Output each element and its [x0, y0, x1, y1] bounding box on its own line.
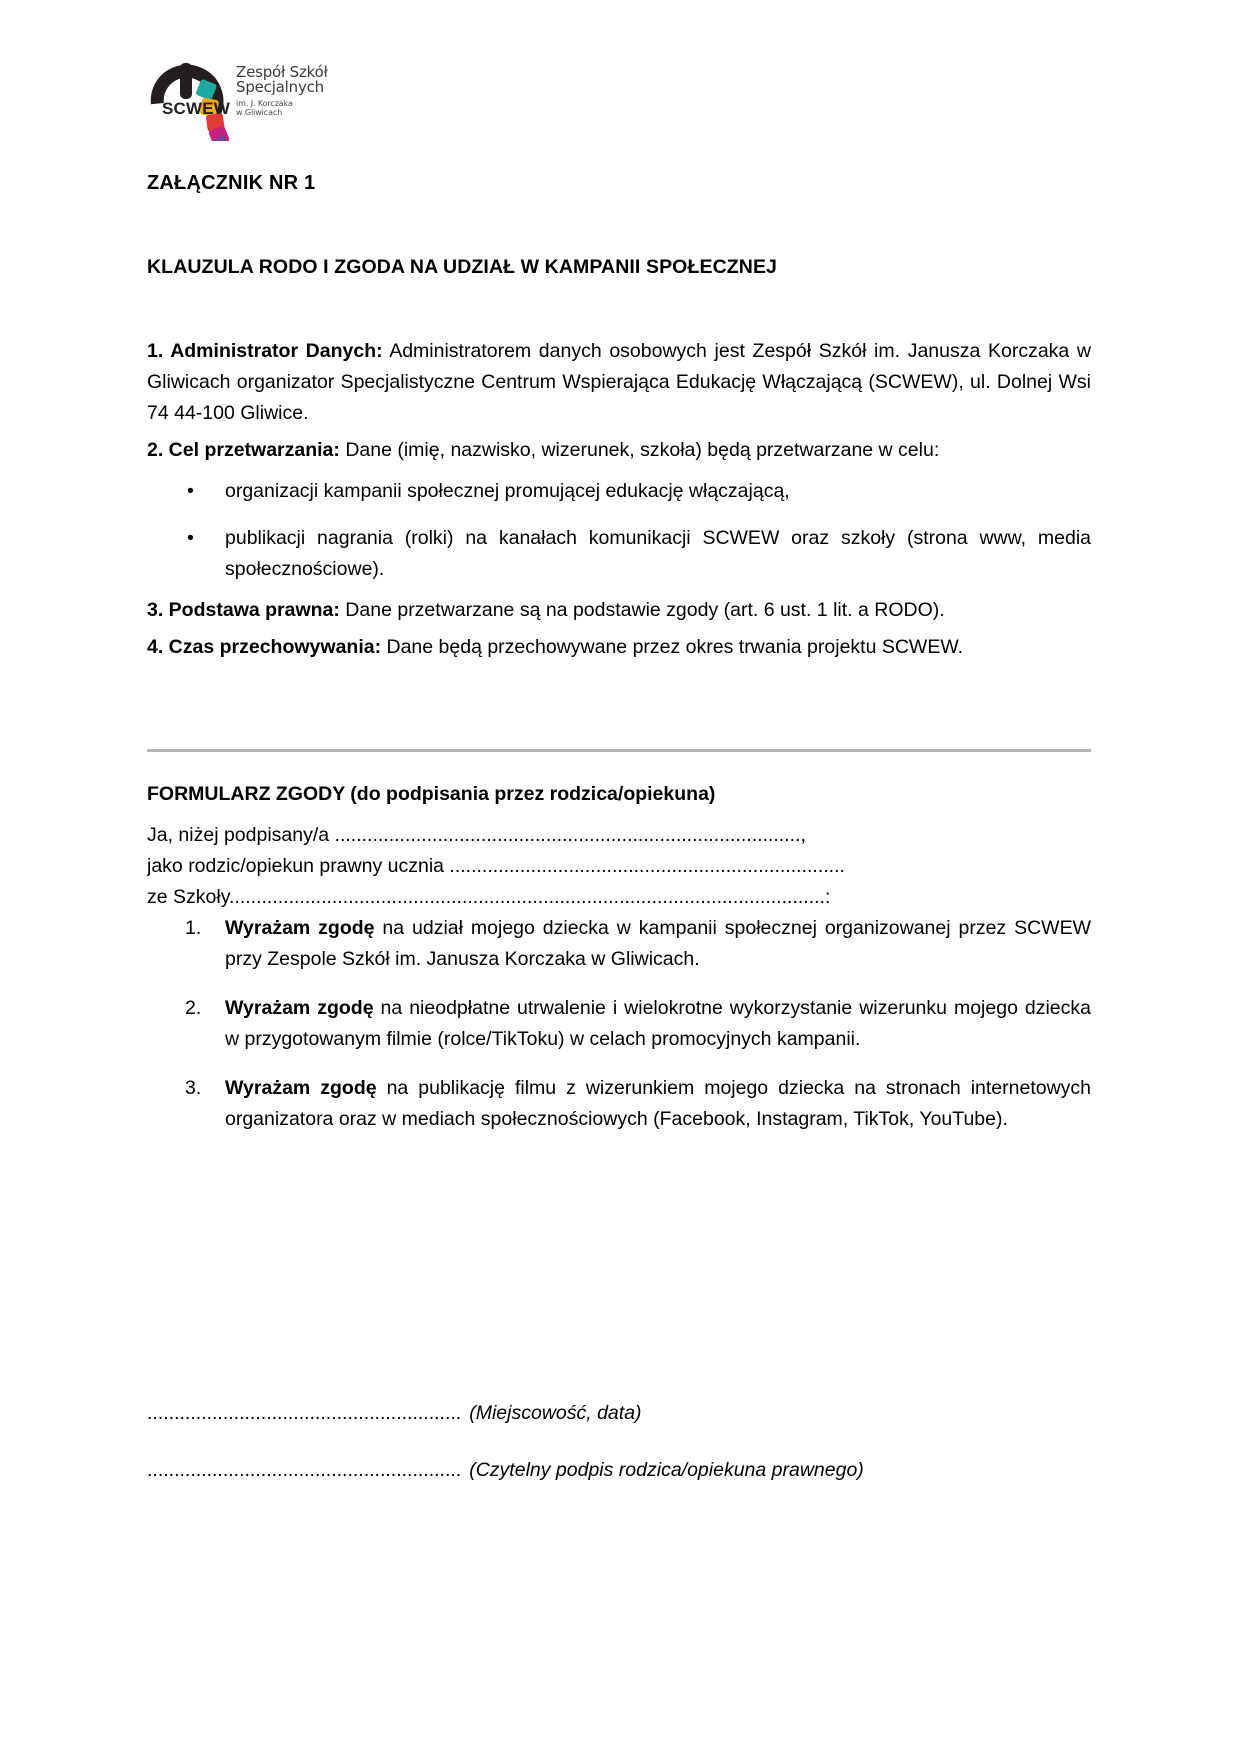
signature-row-place-date: [147, 1398, 1091, 1429]
page-title: ZAŁĄCZNIK NR 1: [147, 172, 316, 194]
consent-lead: Wyrażam zgodę: [225, 1077, 377, 1099]
list-item-text: organizacji kampanii społecznej promującej edukację włączającą,: [225, 480, 790, 502]
scwew-logo: [140, 55, 400, 145]
clause-legal-basis-text: Dane przetwarzane są na podstawie zgody (art. 6 ust. 1 lit. a RODO).: [339, 599, 945, 621]
signature-row-parent-signature: [147, 1455, 1091, 1486]
logo-line-1: Zespół Szkół: [236, 63, 328, 81]
consent-lead: Wyrażam zgodę: [225, 997, 374, 1019]
clause-legal-basis-label: 3. Podstawa prawna:: [147, 599, 340, 621]
signature-dotted-line[interactable]: ..........................................................: [147, 1459, 462, 1481]
clause-administrator-label: 1. Administrator Danych:: [147, 340, 383, 362]
list-item: [147, 476, 1091, 507]
list-item-text: na udział mojego dziecka w kampanii społecznej organizowanej przez SCWEW przy Zespole Szkół im. Janusza Korczaka w Gliwicach.: [225, 917, 1091, 970]
signature-dotted-line[interactable]: ..........................................................: [147, 1402, 462, 1424]
signature-caption: (Miejscowość, data): [469, 1402, 642, 1424]
fill-line-student[interactable]: jako rodzic/opiekun prawny ucznia .........................................................................: [147, 855, 845, 877]
consent-lead: Wyrażam zgodę: [225, 917, 375, 939]
list-item: [147, 1073, 1091, 1135]
scwew-power-icon: [140, 55, 232, 141]
list-item: [147, 523, 1091, 585]
rodo-clause-section: [147, 336, 1091, 669]
section-divider: [147, 749, 1091, 752]
logo-wordmark: [236, 65, 396, 117]
fill-line-school[interactable]: ze Szkoły..............................................................................................................:: [147, 886, 831, 908]
consent-list: [147, 913, 1091, 1135]
form-title: FORMULARZ ZGODY (do podpisania przez rodzica/opiekuna): [147, 783, 716, 805]
list-item: [147, 993, 1091, 1055]
signature-caption: (Czytelny podpis rodzica/opiekuna prawnego): [469, 1459, 864, 1481]
logo-line-3: im. J. Korczaka: [236, 98, 293, 108]
list-item-text: na nieodpłatne utrwalenie i wielokrotne wykorzystanie wizerunku mojego dziecka w przygotowanym filmie (rolce/TikToku) w celach promocyjnych kampanii.: [225, 997, 1091, 1050]
clause-purpose-label: 2. Cel przetwarzania:: [147, 439, 340, 461]
bullet-icon: •: [187, 527, 194, 549]
clause-legal-basis: [147, 595, 1091, 626]
logo-line-2: Specjalnych: [236, 78, 324, 97]
list-item-number: 2.: [185, 997, 202, 1019]
clause-retention-text: Dane będą przechowywane przez okres trwania projektu SCWEW.: [381, 636, 964, 658]
list-item-number: 1.: [185, 917, 202, 939]
svg-text:SCWEW: SCWEW: [162, 99, 231, 118]
logo-line-4: w Gliwicach: [236, 107, 283, 117]
fill-in-block: [147, 820, 1091, 913]
list-item-text: na publikację filmu z wizerunkiem mojego dziecka na stronach internetowych organizatora oraz w mediach społecznościowych (Facebook, Instagram, TikTok, YouTube).: [225, 1077, 1092, 1130]
list-item-text: publikacji nagrania (rolki) na kanałach komunikacji SCWEW oraz szkoły (strona www, media społecznościowe).: [225, 527, 1091, 580]
purpose-bullet-list: [147, 476, 1091, 585]
signature-block: [147, 1398, 1091, 1486]
document-subtitle: KLAUZULA RODO I ZGODA NA UDZIAŁ W KAMPANII SPOŁECZNEJ: [147, 256, 777, 278]
list-item: [147, 913, 1091, 975]
clause-purpose-text: Dane (imię, nazwisko, wizerunek, szkoła) będą przetwarzane w celu:: [339, 439, 940, 461]
clause-retention-label: 4. Czas przechowywania:: [147, 636, 382, 658]
clause-administrator-text: Administratorem danych osobowych jest Zespół Szkół im. Janusza Korczaka w Gliwicach organizator Specjalistyczne Centrum Wspierająca Edukację Włączającą (SCWEW), ul. Dolnej Wsi 74 44-100 Gliwice.: [147, 340, 1091, 424]
clause-administrator: [147, 336, 1091, 429]
fill-line-signatory[interactable]: Ja, niżej podpisany/a ......................................................................................,: [147, 824, 806, 846]
list-item-number: 3.: [185, 1077, 202, 1099]
clause-purpose: [147, 435, 1091, 466]
clause-retention: [147, 632, 1091, 663]
bullet-icon: •: [187, 480, 194, 502]
